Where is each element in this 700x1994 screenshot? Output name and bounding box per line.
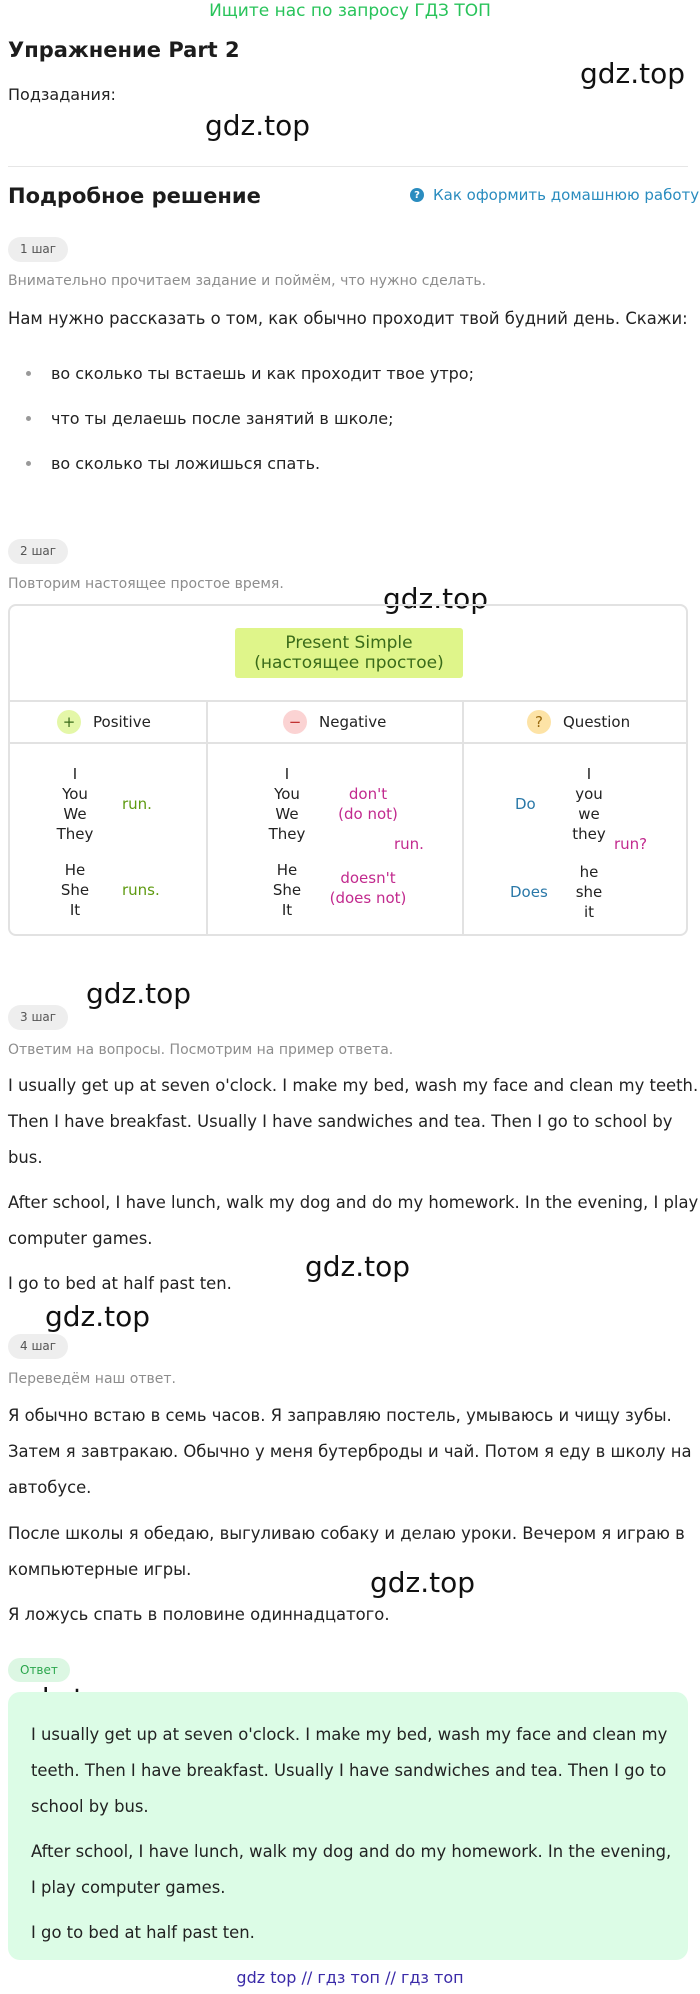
question-circle-icon: ? <box>410 188 424 202</box>
pronoun-group: I you we they <box>572 765 606 843</box>
watermark: gdz.top <box>383 582 489 615</box>
answer-line: school by bus. <box>31 1797 149 1816</box>
answer-badge: Ответ <box>8 1658 70 1682</box>
pronoun-group: I You We They <box>56 765 94 843</box>
answer-line: computer games. <box>8 1229 153 1248</box>
translation-line: автобусе. <box>8 1478 92 1497</box>
list-item: что ты делаешь после занятий в школе; <box>8 409 394 428</box>
step-hint: Повторим настоящее простое время. <box>8 576 284 592</box>
step-badge: 3 шаг <box>8 1005 68 1030</box>
solution-title: Подробное решение <box>8 184 261 208</box>
translation-line: После школы я обедаю, выгуливаю собаку и делаю уроки. Вечером я играю в <box>8 1524 685 1543</box>
step-hint: Ответим на вопросы. Посмотрим на пример ответа. <box>8 1042 394 1058</box>
auxiliary: Does <box>510 883 548 901</box>
minus-icon: − <box>283 710 307 734</box>
watermark: gdz.top <box>86 977 192 1010</box>
question-header: ? Question <box>527 710 630 734</box>
watermark: gdz.top <box>45 1300 151 1333</box>
answer-line: I play computer games. <box>31 1878 226 1897</box>
answer-line: After school, I have lunch, walk my dog and do my homework. In the evening, <box>31 1842 672 1861</box>
search-banner: Ищите нас по запросу ГДЗ ТОП <box>209 1 491 21</box>
answer-line: teeth. Then I have breakfast. Usually I have sandwiches and tea. Then I go to <box>31 1761 667 1780</box>
list-item: во сколько ты ложишься спать. <box>8 454 320 473</box>
answer-line: Then I have breakfast. Usually I have sandwiches and tea. Then I go to school by <box>8 1112 673 1131</box>
step-badge: 4 шаг <box>8 1334 68 1359</box>
homework-format-link-label: Как оформить домашнюю работу <box>433 186 700 204</box>
pronoun-group: I You We They <box>268 765 306 843</box>
negative-header: − Negative <box>283 710 386 734</box>
page-title: Упражнение Part 2 <box>8 38 240 62</box>
watermark: gdz.top <box>205 109 311 142</box>
list-item: во сколько ты встаешь и как проходит твое утро; <box>8 364 474 383</box>
answer-line: I go to bed at half past ten. <box>31 1923 255 1942</box>
step-badge: 1 шаг <box>8 237 68 262</box>
translation-line: Я ложусь спать в половине одиннадцатого. <box>8 1605 390 1624</box>
verb-form: run. <box>122 795 152 813</box>
watermark: gdz.top <box>305 1250 411 1283</box>
subtasks-label: Подзадания: <box>8 85 116 104</box>
answer-line: I usually get up at seven o'clock. I make my bed, wash my face and clean my <box>31 1725 668 1744</box>
verb-form: run. <box>394 835 424 853</box>
verb-form: runs. <box>122 881 160 899</box>
grammar-table-title: Present Simple (настоящее простое) <box>235 628 463 678</box>
positive-header: + Positive <box>57 710 151 734</box>
homework-format-link[interactable] <box>410 186 699 204</box>
pronoun-group: he she it <box>575 863 603 921</box>
auxiliary: doesn't (does not) <box>329 869 407 907</box>
plus-icon: + <box>57 710 81 734</box>
translation-line: Затем я завтракаю. Обычно у меня бутерброды и чай. Потом я еду в школу на <box>8 1442 692 1461</box>
auxiliary: don't (do not) <box>338 785 398 823</box>
answer-line: I usually get up at seven o'clock. I make my bed, wash my face and clean my teeth. <box>8 1076 699 1095</box>
step-text: Нам нужно рассказать о том, как обычно проходит твой будний день. Скажи: <box>8 309 688 328</box>
present-simple-table <box>8 604 688 936</box>
verb-form: run? <box>614 835 648 853</box>
divider <box>8 166 688 167</box>
pronoun-group: He She It <box>272 861 302 919</box>
watermark: gdz.top <box>580 57 686 90</box>
translation-line: компьютерные игры. <box>8 1560 192 1579</box>
footer-links[interactable]: gdz top // гдз топ // гдз топ <box>236 1968 464 1987</box>
watermark: gdz.top <box>370 1566 476 1599</box>
translation-line: Я обычно встаю в семь часов. Я заправляю постель, умываюсь и чищу зубы. <box>8 1406 672 1425</box>
pronoun-group: He She It <box>60 861 90 919</box>
step-hint: Внимательно прочитаем задание и поймём, что нужно сделать. <box>8 273 487 289</box>
step-hint: Переведём наш ответ. <box>8 1371 176 1387</box>
step-badge: 2 шаг <box>8 539 68 564</box>
auxiliary: Do <box>515 795 536 813</box>
answer-line: bus. <box>8 1148 43 1167</box>
answer-line: I go to bed at half past ten. <box>8 1274 232 1293</box>
answer-line: After school, I have lunch, walk my dog and do my homework. In the evening, I play <box>8 1193 699 1212</box>
question-icon: ? <box>527 710 551 734</box>
